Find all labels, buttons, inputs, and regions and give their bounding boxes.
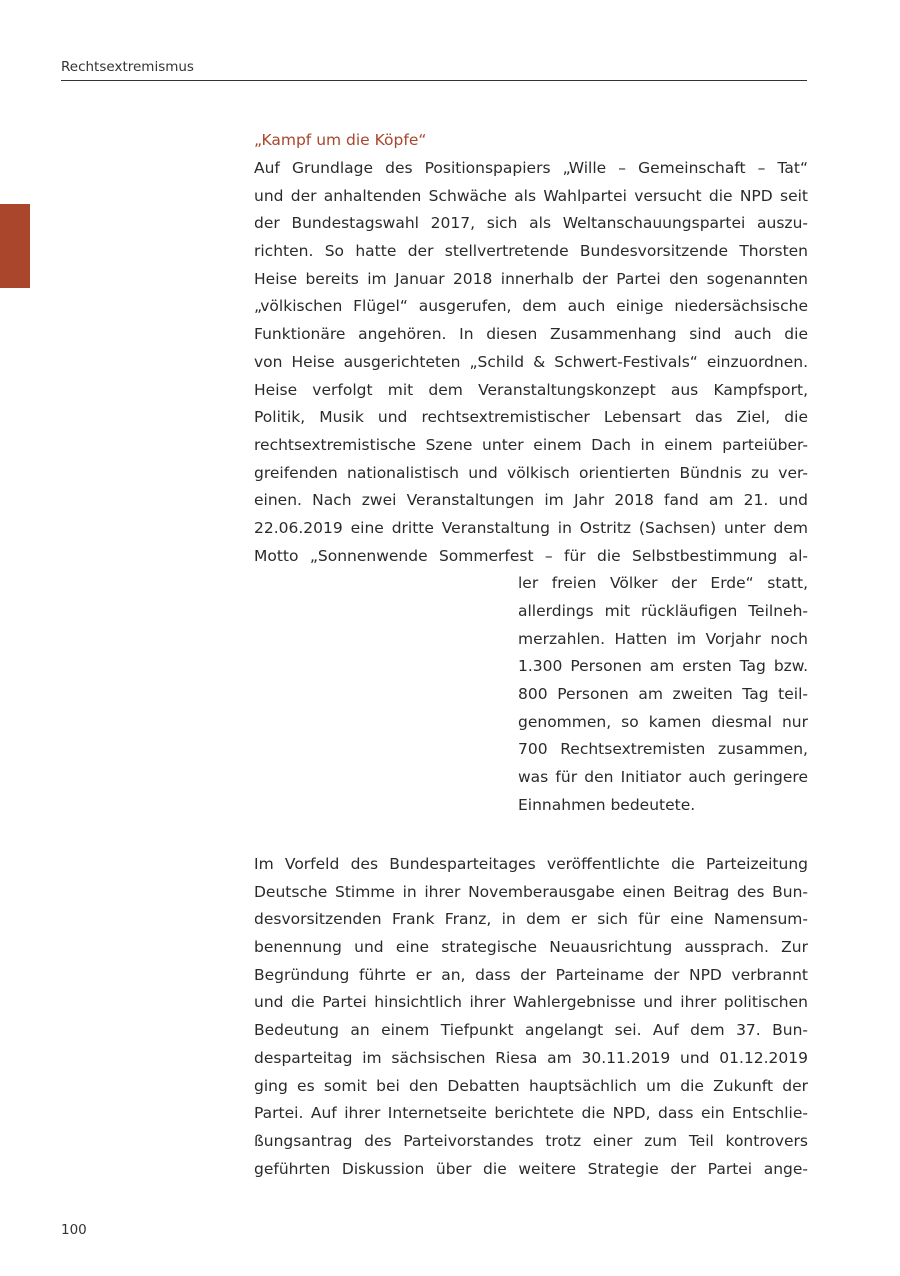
text-line: und die Partei hinsichtlich ihrer Wahlergebnisse und ihrer politischen — [254, 993, 808, 1012]
chapter-marker — [0, 204, 30, 288]
text-line: Partei. Auf ihrer Internetseite berichtete die NPD, dass ein Entschlie- — [254, 1104, 808, 1123]
text-line: Einnahmen bedeutete. — [518, 795, 696, 814]
text-line: ßungsantrag des Parteivorstandes trotz einer zum Teil kontrovers — [254, 1131, 808, 1150]
text-line: desvorsitzenden Frank Franz, in dem er sich für eine Namensum- — [254, 910, 808, 929]
text-line: geführten Diskussion über die weitere Strategie der Partei ange- — [254, 1159, 808, 1178]
text-line: Motto „Sonnenwende Sommerfest – für die Selbstbestimmung al- — [254, 546, 808, 565]
header-divider — [61, 80, 807, 81]
text-line: Begründung führte er an, dass der Parteiname der NPD verbrannt — [254, 965, 808, 984]
text-line: desparteitag im sächsischen Riesa am 30.11.2019 und 01.12.2019 — [254, 1048, 808, 1067]
text-line: greifenden nationalistisch und völkisch orientierten Bündnis zu ver- — [254, 463, 808, 482]
page-number: 100 — [61, 1222, 87, 1238]
text-line: „völkischen Flügel“ ausgerufen, dem auch einige niedersächsische — [254, 297, 808, 316]
text-line: 800 Personen am zweiten Tag teil- — [518, 685, 808, 704]
section-heading: „Kampf um die Köpfe“ — [254, 131, 427, 149]
text-line: richten. So hatte der stellvertretende Bundesvorsitzende Thorsten — [254, 242, 808, 261]
text-line: Bedeutung an einem Tiefpunkt angelangt sei. Auf dem 37. Bun- — [254, 1021, 808, 1040]
text-line: merzahlen. Hatten im Vorjahr noch — [518, 629, 808, 648]
text-line: Auf Grundlage des Positionspapiers „Wille – Gemeinschaft – Tat“ — [254, 159, 808, 177]
text-line: allerdings mit rückläufigen Teilneh- — [518, 602, 808, 620]
text-line: 22.06.2019 eine dritte Veranstaltung in Ostritz (Sachsen) unter dem — [254, 518, 808, 537]
paragraph-1 — [254, 155, 808, 820]
text-line: Im Vorfeld des Bundesparteitages veröffentlichte die Parteizeitung — [254, 855, 808, 873]
text-line: einen. Nach zwei Veranstaltungen im Jahr 2018 fand am 21. und — [254, 491, 808, 510]
text-line: Politik, Musik und rechtsextremistischer Lebensart das Ziel, die — [254, 408, 808, 427]
text-line: ging es somit bei den Debatten hauptsächlich um die Zukunft der — [254, 1076, 808, 1095]
text-line: Heise bereits im Januar 2018 innerhalb der Partei den sogenannten — [254, 269, 808, 288]
running-header: Rechtsextremismus — [61, 59, 194, 75]
text-line: der Bundestagswahl 2017, sich als Weltanschauungspartei auszu- — [254, 214, 808, 233]
paragraph-2 — [254, 851, 808, 1183]
text-line: 700 Rechtsextremisten zusammen, — [518, 740, 808, 759]
text-line: und der anhaltenden Schwäche als Wahlpartei versucht die NPD seit — [254, 186, 808, 205]
text-line: ler freien Völker der Erde“ statt, — [518, 574, 808, 593]
text-line: benennung und eine strategische Neuausrichtung aussprach. Zur — [254, 938, 808, 957]
text-line: 1.300 Personen am ersten Tag bzw. — [518, 657, 808, 676]
text-line: Deutsche Stimme in ihrer Novemberausgabe einen Beitrag des Bun- — [254, 882, 808, 901]
text-line: von Heise ausgerichteten „Schild & Schwert-Festivals“ einzuordnen. — [254, 352, 808, 371]
text-line: was für den Initiator auch geringere — [518, 768, 808, 787]
text-line: rechtsextremistische Szene unter einem Dach in einem parteiüber- — [254, 435, 808, 454]
text-line: Heise verfolgt mit dem Veranstaltungskonzept aus Kampfsport, — [254, 380, 808, 399]
text-line: Funktionäre angehören. In diesen Zusammenhang sind auch die — [254, 325, 808, 344]
text-line: genommen, so kamen diesmal nur — [518, 712, 808, 731]
